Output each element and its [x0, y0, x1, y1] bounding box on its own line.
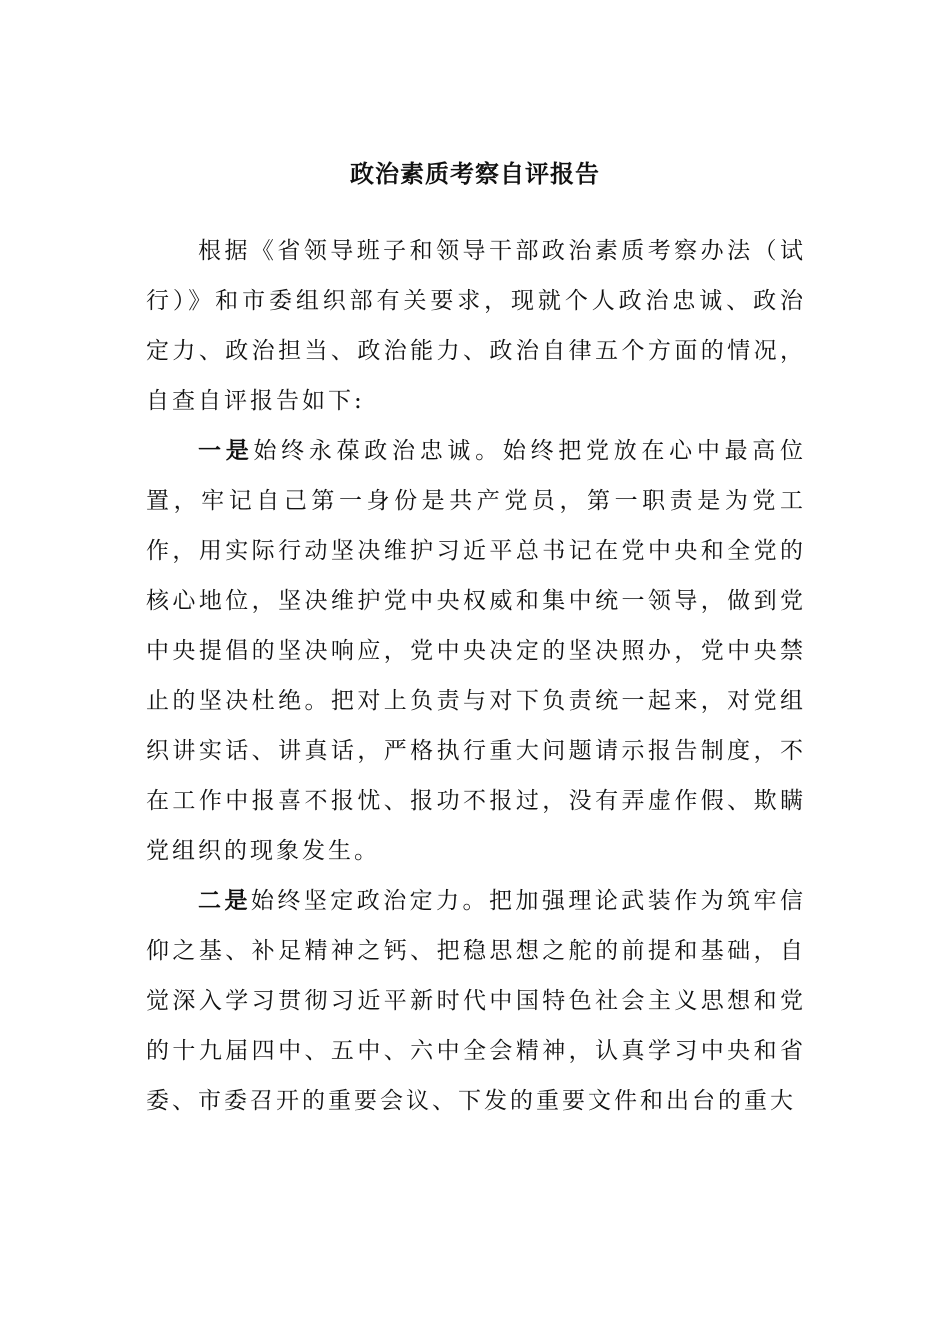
document-title: 政治素质考察自评报告	[350, 159, 600, 188]
paragraph-text: 根据《省领导班子和领导干部政治素质考察办法（试行）》和市委组织部有关要求，现就个人政治忠诚、政治定力、政治担当、政治能力、政治自律五个方面的情况，自查自评报告如下:	[146, 238, 806, 414]
paragraph-intro	[146, 226, 806, 426]
paragraph-lead: 二是	[198, 887, 251, 914]
paragraph-lead: 一是	[198, 437, 254, 464]
paragraph-political-loyalty	[146, 426, 806, 876]
paragraph-political-resolve	[146, 876, 806, 1126]
document-body	[146, 226, 806, 1126]
paragraph-text: 始终永葆政治忠诚。始终把党放在心中最高位置，牢记自己第一身份是共产党员，第一职责是为党工作，用实际行动坚决维护习近平总书记在党中央和全党的核心地位，坚决维护党中央权威和集中统一领导，做到党中央提倡的坚决响应，党中央决定的坚决照办，党中央禁止的坚决杜绝。把对上负责与对下负责统一起来，对党组织讲实话、讲真话，严格执行重大问题请示报告制度，不在工作中报喜不报忧、报功不报过，没有弄虚作假、欺瞒党组织的现象发生。	[146, 438, 807, 864]
paragraph-text: 始终坚定政治定力。把加强理论武装作为筑牢信仰之基、补足精神之钙、把稳思想之舵的前提和基础，自觉深入学习贯彻习近平新时代中国特色社会主义思想和党的十九届四中、五中、六中全会精神，认真学习中央和省委、市委召开的重要会议、下发的重要文件和出台的重大	[146, 888, 807, 1114]
